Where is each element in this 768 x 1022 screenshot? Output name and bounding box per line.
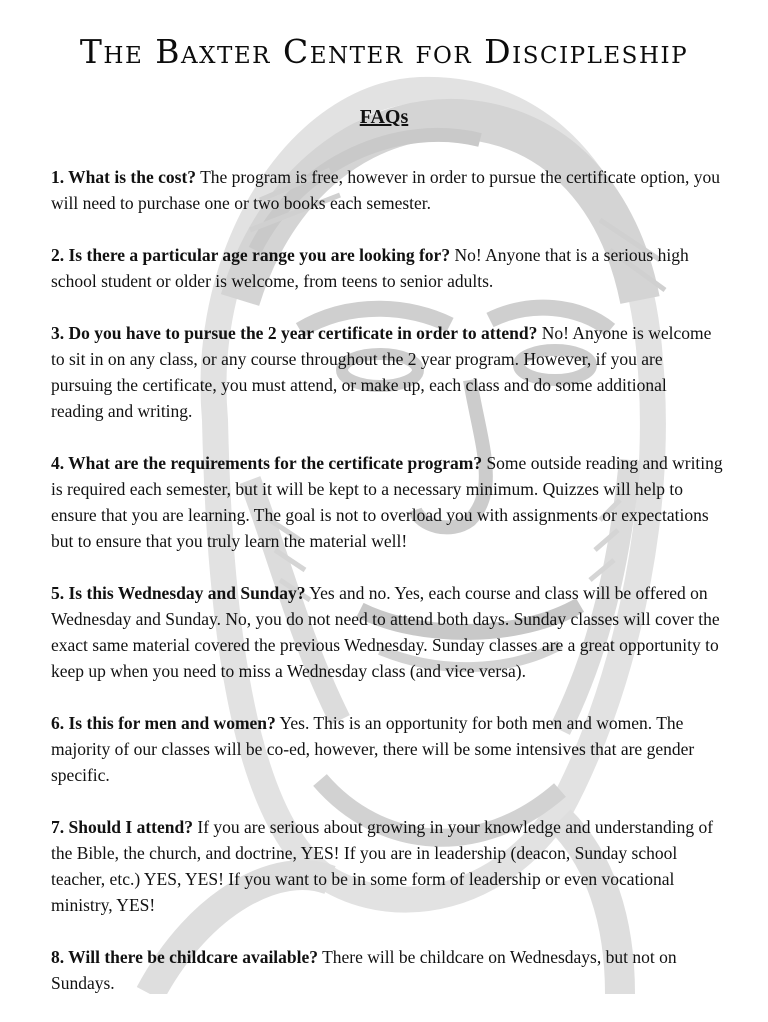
faq-answer: Yes and no. Yes, each course and class will be offered on Wednesday and Sunday. No, you do not need to attend both days. Sunday classes will cover the exact same material covered the previous Wednesday. Sunday classes are a great opportunity to keep up when you need to miss a Wednesday class (and vice versa). xyxy=(51,583,720,681)
faq-answer: The program is free, however in order to pursue the certificate option, you will need to purchase one or two books each semester. xyxy=(51,167,721,213)
faq-question: 8. Will there be childcare available? xyxy=(51,947,319,967)
faq-item xyxy=(51,450,723,554)
faq-question: 5. Is this Wednesday and Sunday? xyxy=(51,583,306,603)
faq-question: 7. Should I attend? xyxy=(51,817,193,837)
faq-item xyxy=(51,164,723,216)
faq-list xyxy=(51,164,723,1022)
faq-answer: Yes. This is an opportunity for both men and women. The majority of our classes will be co-ed, however, there will be some intensives that are gender specific. xyxy=(51,713,695,785)
faq-heading: FAQs xyxy=(359,106,409,128)
faq-item xyxy=(51,580,723,684)
faq-answer: There will be childcare on Wednesdays, but not on Sundays. xyxy=(51,947,677,993)
faq-question: 1. What is the cost? xyxy=(51,167,197,187)
page-title: The Baxter Center for Discipleship xyxy=(79,32,689,71)
faq-answer: If you are serious about growing in your knowledge and understanding of the Bible, the church, and doctrine, YES! If you are in leadership (deacon, Sunday school teacher, etc.) YES, YES! If you want to be in some form of leadership or even vocational ministry, YES! xyxy=(51,817,714,915)
faq-answer: No! Anyone that is a serious high school student or older is welcome, from teens to senior adults. xyxy=(51,245,689,291)
faq-answer: No! Anyone is welcome to sit in on any class, or any course throughout the 2 year program. However, if you are pursuing the certificate, you must attend, or make up, each class and do some additional reading and writing. xyxy=(51,323,712,421)
faq-answer: Some outside reading and writing is required each semester, but it will be kept to a necessary minimum. Quizzes will help to ensure that you are learning. The goal is not to overload you with assignments or expectations but to ensure that you truly learn the material well! xyxy=(51,453,723,551)
faq-question: 2. Is there a particular age range you are looking for? xyxy=(51,245,451,265)
faq-question: 6. Is this for men and women? xyxy=(51,713,276,733)
faq-item xyxy=(51,242,723,294)
faq-item xyxy=(51,944,723,996)
faq-question: 3. Do you have to pursue the 2 year certificate in order to attend? xyxy=(51,323,538,343)
faq-item xyxy=(51,710,723,788)
faq-question: 4. What are the requirements for the certificate program? xyxy=(51,453,483,473)
faq-item xyxy=(51,320,723,424)
faq-item xyxy=(51,814,723,918)
